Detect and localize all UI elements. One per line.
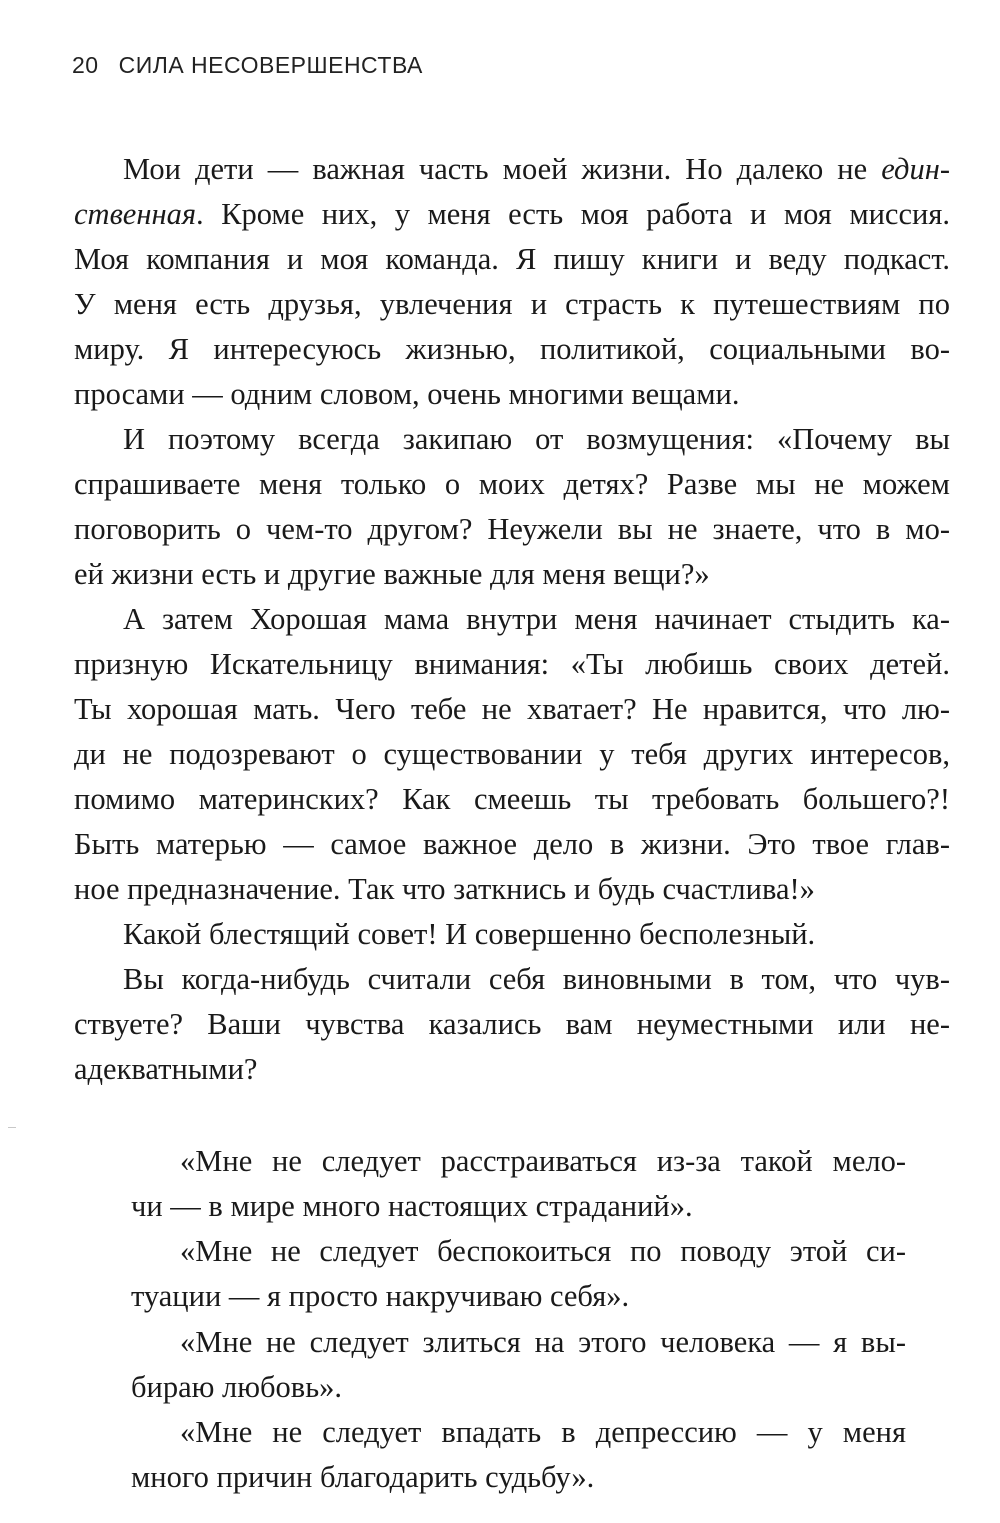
- quote-line: туации — я просто накручиваю себя».: [131, 1279, 630, 1313]
- quote-line: «Мне не следует беспокоиться по поводу этой си-: [180, 1234, 906, 1268]
- text-line: ное предназначение. Так что заткнись и будь счастлива!»: [74, 872, 815, 906]
- text-line: поговорить о чем-то другом? Неужели вы не знаете, что в мо-: [74, 512, 950, 546]
- text-line: миру. Я интересуюсь жизнью, политикой, социальными во-: [74, 332, 950, 366]
- text-line: А затем Хорошая мама внутри меня начинает стыдить ка-: [123, 602, 950, 636]
- running-header: [72, 52, 423, 79]
- text-line: Вы когда-нибудь считали себя виновными в том, что чув-: [123, 962, 950, 996]
- text-line: Быть матерью — самое важное дело в жизни. Это твое глав-: [74, 827, 950, 861]
- quote-line: много причин благодарить судьбу».: [131, 1460, 595, 1494]
- text-line: ди не подозревают о существовании у тебя других интересов,: [74, 737, 950, 771]
- text-line: У меня есть друзья, увлечения и страсть к путешествиям по: [74, 287, 950, 321]
- text-line: ствуете? Ваши чувства казались вам неуместными или не-: [74, 1007, 950, 1041]
- text-line-segment: . Кроме них, у меня есть моя работа и моя миссия.: [196, 197, 950, 231]
- quote-line: «Мне не следует злиться на этого человека — я вы-: [180, 1325, 906, 1359]
- text-line: спрашиваете меня только о моих детях? Разве мы не можем: [74, 467, 950, 501]
- scan-mark: [8, 1127, 16, 1128]
- text-line: призную Искательницу внимания: «Ты любишь своих детей.: [74, 647, 950, 681]
- text-line: ей жизни есть и другие важные для меня вещи?»: [74, 557, 710, 591]
- text-line: помимо материнских? Как смеешь ты требовать большего?!: [74, 782, 950, 816]
- text-line: [74, 192, 950, 236]
- italic-text: един-: [881, 152, 950, 186]
- text-line: И поэтому всегда закипаю от возмущения: «Почему вы: [123, 422, 950, 456]
- running-title: СИЛА НЕСОВЕРШЕНСТВА: [118, 52, 423, 78]
- page-number: 20: [72, 52, 99, 78]
- text-line: Ты хорошая мать. Чего тебе не хватает? Не нравится, что лю-: [74, 692, 950, 726]
- text-line-segment: Мои дети — важная часть моей жизни. Но далеко не: [123, 152, 882, 186]
- text-line: просами — одним словом, очень многими вещами.: [74, 377, 740, 411]
- text-line: [123, 147, 950, 191]
- text-line: Моя компания и моя команда. Я пишу книги и веду подкаст.: [74, 242, 950, 276]
- quote-line: бираю любовь».: [131, 1370, 342, 1404]
- quote-line: чи — в мире много настоящих страданий».: [131, 1189, 693, 1223]
- quote-line: «Мне не следует расстраиваться из-за такой мело-: [180, 1144, 906, 1178]
- italic-text: ственная: [74, 197, 197, 231]
- text-line: Какой блестящий совет! И совершенно бесполезный.: [123, 917, 816, 951]
- quote-line: «Мне не следует впадать в депрессию — у меня: [180, 1415, 906, 1449]
- text-line: адекватными?: [74, 1052, 258, 1086]
